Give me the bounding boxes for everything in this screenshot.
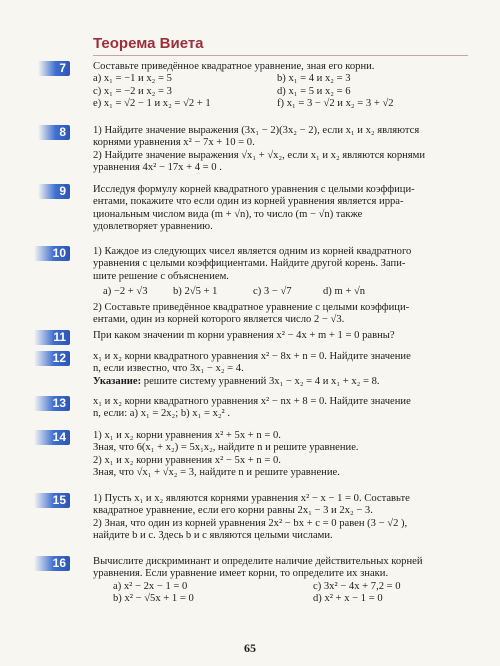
exercise-line: шите решение с объяснением. xyxy=(93,270,229,282)
exercise-11 xyxy=(53,330,473,344)
exercise-line: Зная, что 6(x₁ + x₂) = 5x₁x₂, найдите n и решите уравнение. xyxy=(93,442,359,454)
exercise-line: n, если известно, что 3x₁ − x₂ = 4. xyxy=(93,363,244,375)
exercise-line: квадратное уравнение, если его корни равны 2x₁ − 3 и 2x₂ − 3. xyxy=(93,505,373,517)
exercise-13 xyxy=(52,396,473,421)
exercise-line: найдите b и c. Здесь b и c являются целыми числами. xyxy=(93,530,333,542)
option: d) x² + x − 1 = 0 xyxy=(313,593,383,605)
option: c) x₁ = −2 и x₂ = 3 xyxy=(93,85,172,97)
answer-options xyxy=(103,286,473,298)
exercise-number-badge: 7 xyxy=(38,61,70,76)
page-number: 65 xyxy=(244,641,256,655)
exercise-line: При каком значении m корни уравнения x² − 4x + m + 1 = 0 равны? xyxy=(93,330,395,341)
hint-line xyxy=(93,376,473,388)
exercise-line: 2) x₁ и x₂ корни уравнения x² − 5x + n = 0. xyxy=(93,454,281,466)
exercise-16 xyxy=(52,556,473,606)
exercise-line: корнями уравнения x² − 7x + 10 = 0. xyxy=(93,137,255,149)
exercise-number-badge: 9 xyxy=(38,184,70,199)
option: b) 2√5 + 1 xyxy=(173,286,218,298)
hint-text: решите систему уравнений 3x₁ − x₂ = 4 и x₁ + x₂ = 8. xyxy=(141,375,380,387)
exercise-line: x₁ и x₂ корни квадратного уравнения x² − nx + 8 = 0. Найдите значение xyxy=(93,396,411,407)
exercise-line: 2) Составьте приведённое квадратное уравнение с целыми коэффици- xyxy=(93,301,410,313)
exercise-14 xyxy=(52,430,473,480)
option: f) x₁ = 3 − √2 и x₂ = 3 + √2 xyxy=(277,98,394,110)
option: a) −2 + √3 xyxy=(103,286,148,298)
option: c) 3 − √7 xyxy=(253,286,292,298)
exercise-line: удовлетворяет уравнению. xyxy=(93,221,213,233)
exercise-number-badge: 13 xyxy=(34,396,70,411)
exercise-number-badge: 8 xyxy=(38,125,70,140)
option: b) x₁ = 4 и x₂ = 3 xyxy=(277,73,351,85)
exercise-line: 1) Каждое из следующих чисел является одним из корней квадратного xyxy=(93,246,412,257)
exercise-line: 1) Найдите значение выражения (3x₁ − 2)(3x₂ − 2), если x₁ и x₂ являются xyxy=(93,125,420,136)
exercise-line: ентами, один из корней которого является число 2 − √3. xyxy=(93,314,345,326)
exercise-line: 1) x₁ и x₂ корни уравнения x² + 5x + n = 0. xyxy=(93,430,281,441)
exercise-line: уравнения 4x² − 17x + 4 = 0 . xyxy=(93,162,222,174)
option: b) x² − √5x + 1 = 0 xyxy=(113,593,194,605)
answer-options xyxy=(93,73,473,110)
exercise-line: циональным числом вида (m + √n), то число (m − √n) также xyxy=(93,208,363,220)
exercise-number-badge: 15 xyxy=(34,493,70,508)
title-divider xyxy=(93,55,468,56)
page-title: Теорема Виета xyxy=(93,35,204,52)
exercise-15 xyxy=(52,493,473,543)
option: d) m + √n xyxy=(323,286,366,298)
exercise-line: x₁ и x₂ корни квадратного уравнения x² − 8x + n = 0. Найдите значение xyxy=(93,351,411,362)
exercise-number-badge: 11 xyxy=(34,330,70,345)
exercise-line: Вычислите дискриминант и определите наличие действительных корней xyxy=(93,556,423,567)
exercise-12 xyxy=(52,351,473,388)
exercise-line: 2) Зная, что один из корней уравнения 2x² − bx + c = 0 равен (3 − √2 ), xyxy=(93,517,408,529)
exercise-line: 2) Найдите значение выражения √x₁ + √x₂, если x₁ и x₂ являются корнями xyxy=(93,149,426,161)
option: d) x₁ = 5 и x₂ = 6 xyxy=(277,85,351,97)
exercise-text: Составьте приведённое квадратное уравнение, зная его корни. xyxy=(93,61,375,72)
exercise-9 xyxy=(59,184,473,234)
option: a) x² − 2x − 1 = 0 xyxy=(113,580,188,592)
exercise-line: Зная, что √x₁ + √x₂ = 3, найдите n и решите уравнение. xyxy=(93,467,340,479)
exercise-number-badge: 10 xyxy=(34,246,70,261)
exercise-10 xyxy=(52,246,473,326)
answer-options xyxy=(113,581,473,606)
exercise-number-badge: 16 xyxy=(34,556,70,571)
option: e) x₁ = √2 − 1 и x₂ = √2 + 1 xyxy=(93,98,211,110)
exercise-number-badge: 12 xyxy=(34,351,70,366)
option: c) 3x² − 4x + 7,2 = 0 xyxy=(313,580,401,592)
exercise-number-badge: 14 xyxy=(34,430,70,445)
option: a) x₁ = −1 и x₂ = 5 xyxy=(93,73,172,85)
exercise-line: 1) Пусть x₁ и x₂ являются корнями уравнения x² − x − 1 = 0. Составьте xyxy=(93,493,410,504)
exercise-line: уравнения с целыми коэффициентами. Найдите другой корень. Запи- xyxy=(93,258,406,270)
exercise-line: Исследуя формулу корней квадратного уравнения с целыми коэффици- xyxy=(93,184,415,195)
exercise-line: уравнения. Если уравнение имеет корни, то определите их знаки. xyxy=(93,568,389,580)
exercise-7 xyxy=(59,61,473,111)
exercise-line: ентами, покажите что если один из корней уравнения является ирра- xyxy=(93,196,404,208)
exercise-8 xyxy=(59,125,473,175)
hint-label: Указание: xyxy=(93,375,142,387)
exercise-line: n, если: а) x₁ = 2x₂; b) x₁ = x₂² . xyxy=(93,408,231,420)
